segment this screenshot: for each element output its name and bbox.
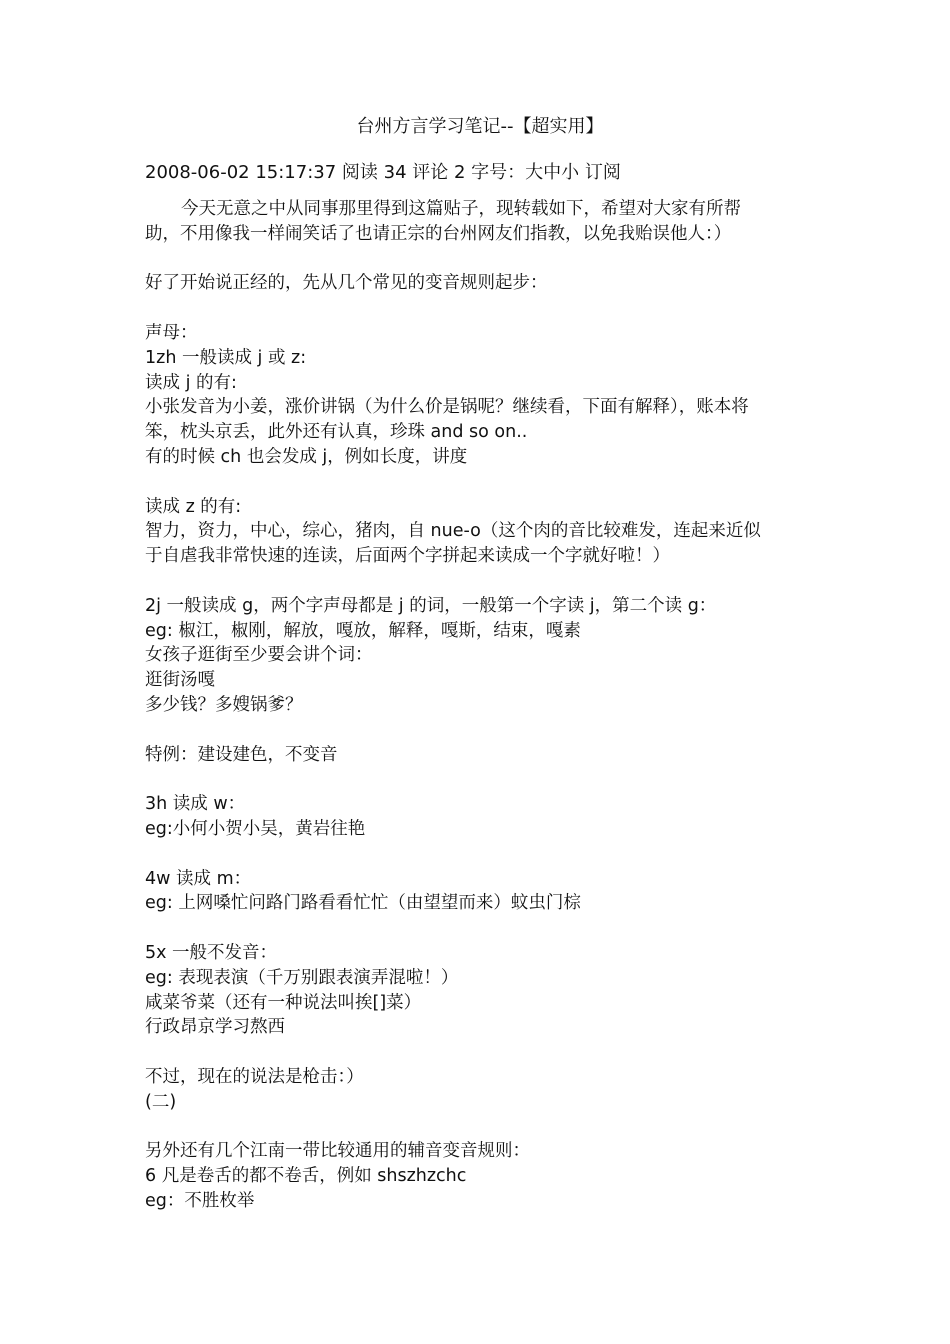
text-line: 3h 读成 w： bbox=[145, 794, 246, 815]
text-line: 不过，现在的说法是枪击：） bbox=[145, 1066, 364, 1087]
text-line: 智力，资力，中心，综心，猪肉，自 nue-o（这个肉的音比较难发，连起来近似 bbox=[145, 521, 761, 542]
text-line: 助，不用像我一样闹笑话了也请正宗的台州网友们指教，以免我贻误他人：） bbox=[145, 223, 732, 244]
text-line: 逛街汤嘎 bbox=[145, 670, 215, 691]
blank-line bbox=[145, 767, 815, 792]
text-line: eg: 上网嗓忙问路门路看看忙忙（由望望而来）蚊虫门棕 bbox=[145, 893, 581, 914]
text-line: 读成 z 的有: bbox=[145, 496, 242, 517]
text-line: eg：不胜枚举 bbox=[145, 1190, 255, 1211]
text-line: 6 凡是卷舌的都不卷舌，例如 shszhzchc bbox=[145, 1166, 467, 1187]
text-line: 声母： bbox=[145, 322, 198, 343]
text-line: 4w 读成 m： bbox=[145, 868, 252, 889]
blank-line bbox=[145, 247, 815, 272]
text-line: 多少钱？多嫂锅爹？ bbox=[145, 694, 303, 715]
text-line: 2j 一般读成 g，两个字声母都是 j 的词，一般第一个字读 j，第二个读 g： bbox=[145, 595, 717, 616]
blank-line bbox=[145, 569, 815, 594]
text-line: 于自虐我非常快速的连读，后面两个字拼起来读成一个字就好啦！） bbox=[145, 546, 670, 567]
document-title: 台州方言学习笔记--【超实用】 bbox=[356, 116, 604, 137]
blank-line bbox=[145, 296, 815, 321]
text-line: eg:小何小贺小吴，黄岩往艳 bbox=[145, 818, 366, 839]
blank-line bbox=[145, 842, 815, 867]
blank-line bbox=[145, 1114, 815, 1139]
blank-line bbox=[145, 718, 815, 743]
blank-line bbox=[145, 916, 815, 941]
text-line: 特例：建设建色，不变音 bbox=[145, 744, 338, 765]
blank-line bbox=[145, 1040, 815, 1065]
text-line: eg: 表现表演（千万别跟表演弄混啦！） bbox=[145, 967, 459, 988]
text-line: 有的时候 ch 也会发成 j，例如长度，讲度 bbox=[145, 446, 468, 467]
document-body bbox=[145, 197, 815, 1214]
text-line: 小张发音为小姜，涨价讲锅（为什么价是锅呢？继续看，下面有解释），账本将 bbox=[145, 397, 749, 418]
text-line: 女孩子逛街至少要会讲个词： bbox=[145, 645, 373, 666]
text-line: 好了开始说正经的，先从几个常见的变音规则起步： bbox=[145, 273, 548, 294]
text-line: 咸菜爷菜（还有一种说法叫挨[]菜） bbox=[145, 992, 422, 1013]
text-line: eg: 椒江，椒刚，解放，嘎放，解释，嘎斯，结束，嘎素 bbox=[145, 620, 581, 641]
blank-line bbox=[145, 470, 815, 495]
text-line: 5x 一般不发音： bbox=[145, 942, 278, 963]
text-line: (二) bbox=[145, 1091, 177, 1112]
text-line: 读成 j 的有: bbox=[145, 372, 237, 393]
text-line: 另外还有几个江南一带比较通用的辅音变音规则： bbox=[145, 1141, 530, 1162]
text-line: 笨，枕头京丢，此外还有认真，珍珠 and so on.. bbox=[145, 422, 528, 443]
text-line: 1zh 一般读成 j 或 z: bbox=[145, 347, 307, 368]
post-meta: 2008-06-02 15:17:37 阅读 34 评论 2 字号：大中小 订阅 bbox=[145, 162, 621, 183]
text-line: 今天无意之中从同事那里得到这篇贴子，现转载如下，希望对大家有所帮 bbox=[181, 199, 741, 219]
text-line: 行政昂京学习熬西 bbox=[145, 1017, 285, 1038]
